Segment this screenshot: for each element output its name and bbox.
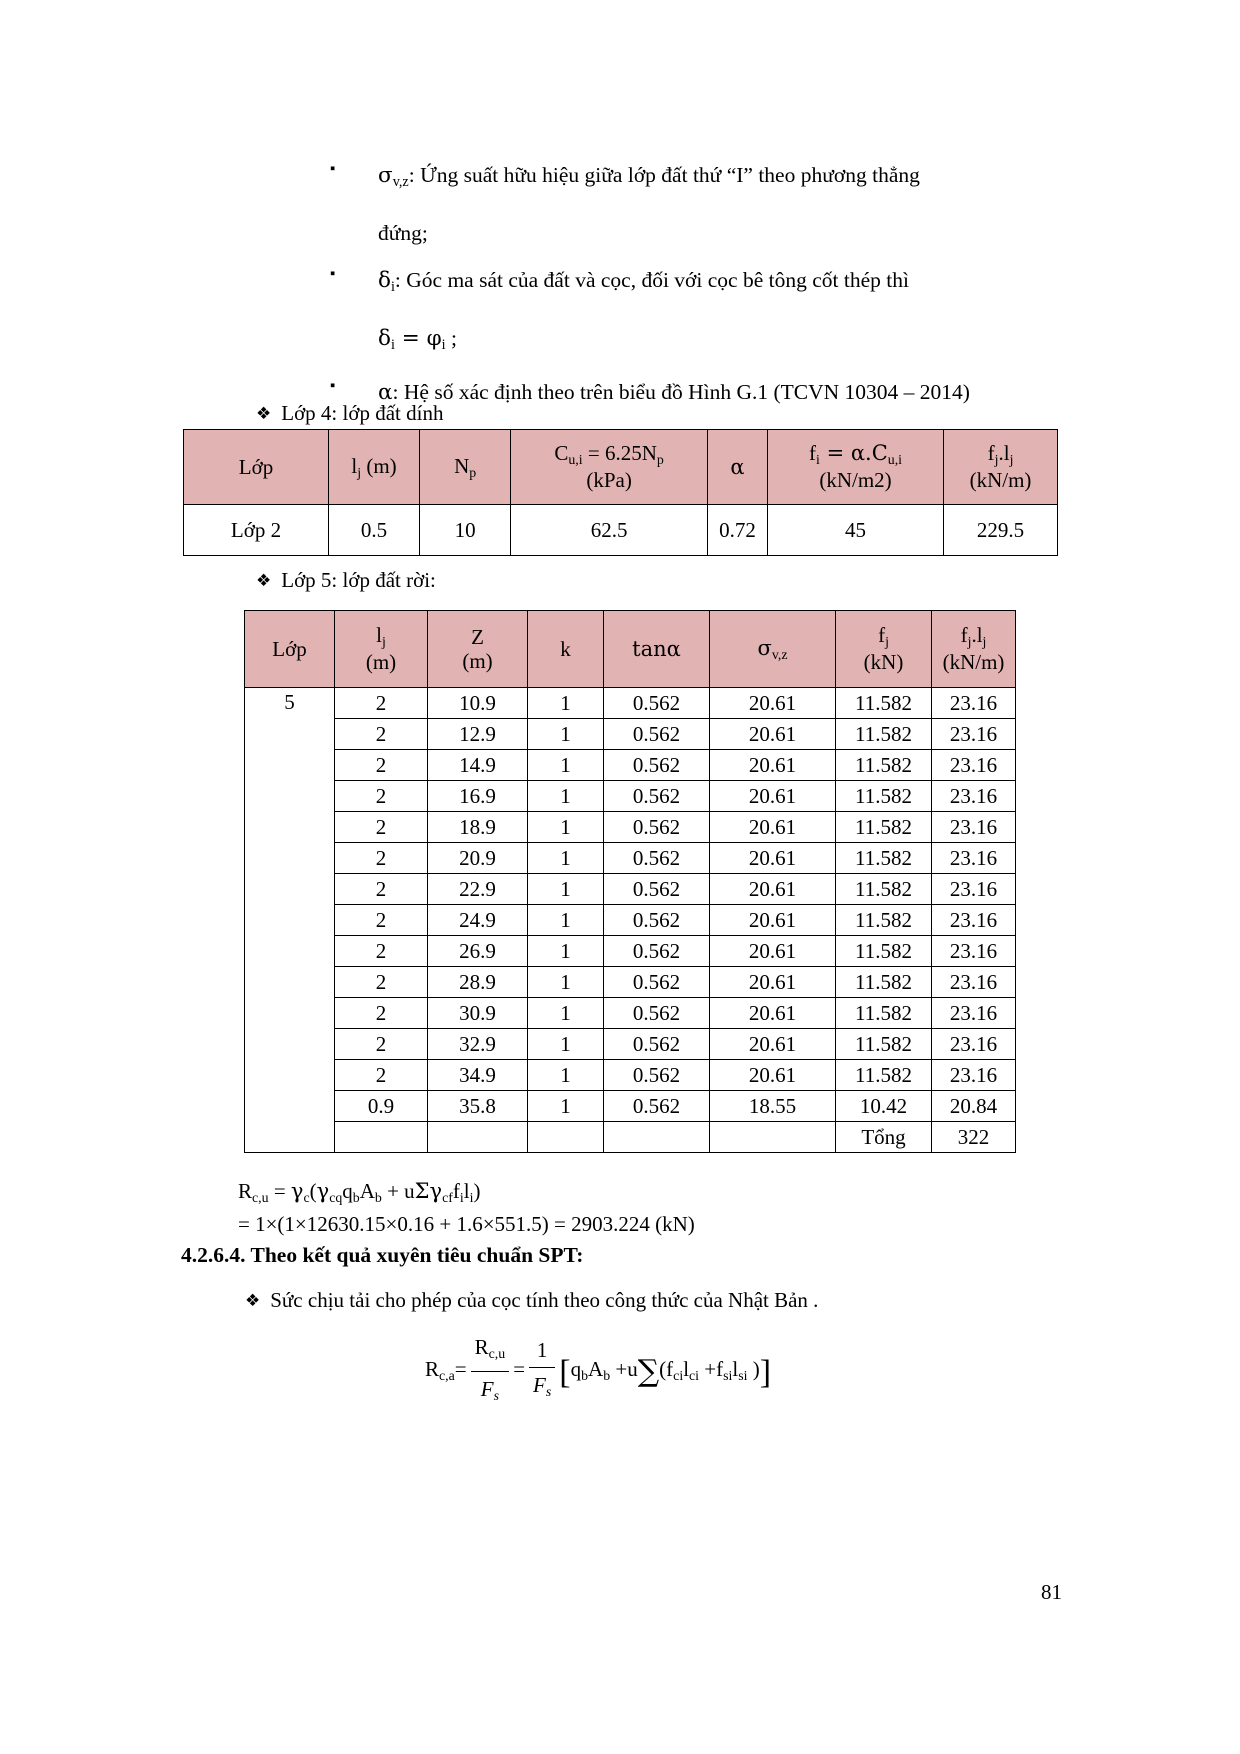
table-lop5-header-row xyxy=(245,611,1016,688)
equals-phi: = φ xyxy=(394,325,442,351)
rca-lhs: $R_{c,a}$ xyxy=(425,1357,455,1384)
cell-z: 10.9 xyxy=(428,688,528,719)
definition-delta-text xyxy=(378,257,1018,311)
cell-tan: 0.562 xyxy=(604,719,710,750)
cell-z: 18.9 xyxy=(428,812,528,843)
cell-li: 2 xyxy=(335,719,428,750)
table-row xyxy=(245,936,1016,967)
square-bullet-icon: ▪ xyxy=(330,377,336,394)
cell-fili: 23.16 xyxy=(932,1060,1016,1091)
formula-rcu-line2: = 1×(1×12630.15×0.16 + 1.6×551.5) = 2903.224 (kN) xyxy=(238,1212,695,1236)
cell-k: 1 xyxy=(528,936,604,967)
cell-z: 12.9 xyxy=(428,719,528,750)
table-lop5 xyxy=(244,610,1016,1153)
bracket-close: ] xyxy=(759,1354,772,1392)
col-header-fi: $f_j$ (kN) xyxy=(836,611,932,688)
cell-sigma: 20.61 xyxy=(710,1029,836,1060)
col-header-fili: $f_j.l_j$ (kN/m) xyxy=(944,430,1058,505)
cell-k: 1 xyxy=(528,998,604,1029)
cell-total-label: Tổng xyxy=(836,1122,932,1153)
page-number: 81 xyxy=(1041,1580,1062,1604)
cell-sigma: 20.61 xyxy=(710,688,836,719)
cell-np: 10 xyxy=(420,505,511,556)
cell-fi: 11.582 xyxy=(836,688,932,719)
table-row xyxy=(245,1091,1016,1122)
cell-z: 26.9 xyxy=(428,936,528,967)
col-header-fili: $f_j.l_j$ (kN/m) xyxy=(932,611,1016,688)
cell-k: 1 xyxy=(528,843,604,874)
col-header-fi: $f_i = \alpha.C_{u,i}$ (kN/m2) xyxy=(768,430,944,505)
cell-fi: 11.582 xyxy=(836,936,932,967)
caption-lop5-text: Lớp 5: lớp đất rời: xyxy=(281,568,436,592)
cell-fili: 229.5 xyxy=(944,505,1058,556)
cell-li: 2 xyxy=(335,1029,428,1060)
sigma-symbol: σ xyxy=(378,163,393,188)
cell-li: 2 xyxy=(335,874,428,905)
phi-subscript: i xyxy=(441,336,446,353)
cell-fi: 11.582 xyxy=(836,998,932,1029)
col-header-alpha: α xyxy=(707,430,767,505)
col-header-lop: Lớp xyxy=(184,430,329,505)
cell-fili: 23.16 xyxy=(932,781,1016,812)
square-bullet-icon: ▪ xyxy=(330,265,336,282)
cell-layer-label: 5 xyxy=(245,688,335,1153)
cell-k: 1 xyxy=(528,750,604,781)
cell-lop: Lớp 2 xyxy=(184,505,329,556)
definition-alpha-description: : Hệ số xác định theo trên biểu đồ Hình G.1 (TCVN 10304 – 2014) xyxy=(392,379,970,404)
col-header-sigma-vz: $\sigma_{v,z}$ xyxy=(710,611,836,688)
formula-rca xyxy=(425,1330,771,1413)
definition-alpha-text xyxy=(378,369,1018,416)
cell-tan: 0.562 xyxy=(604,843,710,874)
cell-fili: 23.16 xyxy=(932,812,1016,843)
cell-fi: 11.582 xyxy=(836,1060,932,1091)
definition-delta-equation xyxy=(378,315,1018,369)
delta-subscript-2: i xyxy=(390,336,395,353)
caption-lop4-text: Lớp 4: lớp đất dính xyxy=(281,401,444,425)
caption-lop5 xyxy=(256,565,436,596)
rca-eq1: = xyxy=(454,1357,467,1382)
cell-z: 24.9 xyxy=(428,905,528,936)
cell-li: 2 xyxy=(335,688,428,719)
cell-k: 1 xyxy=(528,967,604,998)
diamond-bullet-icon: ❖ xyxy=(256,571,272,591)
cell-tan: 0.562 xyxy=(604,750,710,781)
cell-z: 35.8 xyxy=(428,1091,528,1122)
cell-fili: 23.16 xyxy=(932,719,1016,750)
delta-symbol: δ xyxy=(378,267,391,293)
formula-rcu-line1: $R_{c,u} = \gamma_c(\gamma_{cq}q_bA_b + u\Sigma\gamma_{cf}f_il_i)$ xyxy=(238,1179,481,1205)
col-header-cu: $C_{u,i} = 6.25N_p$ (kPa) xyxy=(511,430,708,505)
cell-alpha: 0.72 xyxy=(707,505,767,556)
caption-lop4 xyxy=(256,398,443,429)
cell-z: 16.9 xyxy=(428,781,528,812)
definition-sigma-description: : Ứng suất hữu hiệu giữa lớp đất thứ “I” theo phương thẳng xyxy=(408,163,920,187)
col-header-lop: Lớp xyxy=(245,611,335,688)
cell-tan: 0.562 xyxy=(604,812,710,843)
cell-sigma: 20.61 xyxy=(710,719,836,750)
cell-li: 2 xyxy=(335,812,428,843)
cell-k: 1 xyxy=(528,812,604,843)
table-lop5-body xyxy=(245,688,1016,1153)
cell-sigma: 20.61 xyxy=(710,874,836,905)
section-heading: 4.2.6.4. Theo kết quả xuyên tiêu chuẩn SPT: xyxy=(181,1243,584,1267)
col-header-z: Z (m) xyxy=(428,611,528,688)
cell-fi: 11.582 xyxy=(836,905,932,936)
cell-fi: 11.582 xyxy=(836,781,932,812)
table-row xyxy=(245,1029,1016,1060)
cell-tan: 0.562 xyxy=(604,1029,710,1060)
cell-fili: 23.16 xyxy=(932,688,1016,719)
square-bullet-icon: ▪ xyxy=(330,161,336,177)
cell-sigma: 20.61 xyxy=(710,967,836,998)
definition-list xyxy=(318,152,1018,420)
cell-fi: 10.42 xyxy=(836,1091,932,1122)
delta-symbol-2: δ xyxy=(378,325,391,351)
cell-tan: 0.562 xyxy=(604,936,710,967)
spt-note xyxy=(245,1285,818,1316)
table-row xyxy=(184,505,1058,556)
cell-fili: 23.16 xyxy=(932,1029,1016,1060)
cell-cu: 62.5 xyxy=(511,505,708,556)
cell-fili: 23.16 xyxy=(932,998,1016,1029)
cell-li: 2 xyxy=(335,1060,428,1091)
table-lop4-header-row xyxy=(184,430,1058,505)
alpha-symbol: α xyxy=(378,379,393,405)
cell-empty xyxy=(604,1122,710,1153)
rca-eq2: = xyxy=(513,1357,526,1382)
semicolon: ; xyxy=(445,325,457,350)
cell-li: 2 xyxy=(335,843,428,874)
cell-tan: 0.562 xyxy=(604,1091,710,1122)
cell-empty xyxy=(428,1122,528,1153)
cell-z: 22.9 xyxy=(428,874,528,905)
diamond-bullet-icon: ❖ xyxy=(245,1291,261,1311)
definition-sigma-continuation: đứng; xyxy=(378,220,428,245)
cell-fili: 23.16 xyxy=(932,967,1016,998)
table-row xyxy=(245,843,1016,874)
table-row xyxy=(245,874,1016,905)
cell-tan: 0.562 xyxy=(604,998,710,1029)
cell-k: 1 xyxy=(528,1029,604,1060)
cell-fi: 11.582 xyxy=(836,719,932,750)
cell-li: 0.9 xyxy=(335,1091,428,1122)
table-row xyxy=(245,998,1016,1029)
cell-fili: 23.16 xyxy=(932,936,1016,967)
cell-tan: 0.562 xyxy=(604,781,710,812)
cell-sigma: 20.61 xyxy=(710,843,836,874)
table-row xyxy=(245,1060,1016,1091)
cell-li: 2 xyxy=(335,967,428,998)
cell-sigma: 20.61 xyxy=(710,812,836,843)
cell-empty xyxy=(335,1122,428,1153)
cell-k: 1 xyxy=(528,905,604,936)
cell-li: 2 xyxy=(335,936,428,967)
cell-tan: 0.562 xyxy=(604,688,710,719)
cell-total-value: 322 xyxy=(932,1122,1016,1153)
cell-fi: 11.582 xyxy=(836,874,932,905)
cell-fili: 20.84 xyxy=(932,1091,1016,1122)
cell-fili: 23.16 xyxy=(932,843,1016,874)
cell-li: 2 xyxy=(335,998,428,1029)
cell-tan: 0.562 xyxy=(604,905,710,936)
cell-li: 0.5 xyxy=(328,505,419,556)
cell-li: 2 xyxy=(335,781,428,812)
cell-fi: 11.582 xyxy=(836,812,932,843)
cell-fi: 45 xyxy=(768,505,944,556)
cell-z: 14.9 xyxy=(428,750,528,781)
col-header-li: $l_j$ (m) xyxy=(328,430,419,505)
col-header-tan-alpha: tanα xyxy=(604,611,710,688)
sigma-subscript: v,z xyxy=(392,173,409,190)
cell-sigma: 18.55 xyxy=(710,1091,836,1122)
diamond-bullet-icon: ❖ xyxy=(256,404,272,424)
table-row xyxy=(245,781,1016,812)
rca-body: $q_bA_b +u$ xyxy=(570,1357,638,1384)
cell-sigma: 20.61 xyxy=(710,936,836,967)
cell-fili: 23.16 xyxy=(932,750,1016,781)
col-header-k: k xyxy=(528,611,604,688)
spt-note-text: Sức chịu tải cho phép của cọc tính theo công thức của Nhật Bản . xyxy=(270,1288,819,1312)
bracket-open: [ xyxy=(559,1354,571,1392)
cell-empty xyxy=(528,1122,604,1153)
cell-z: 32.9 xyxy=(428,1029,528,1060)
cell-tan: 0.562 xyxy=(604,967,710,998)
cell-sigma: 20.61 xyxy=(710,905,836,936)
table-row xyxy=(245,719,1016,750)
cell-empty xyxy=(710,1122,836,1153)
table-lop4 xyxy=(183,429,1058,556)
cell-fi: 11.582 xyxy=(836,967,932,998)
cell-k: 1 xyxy=(528,874,604,905)
table-row xyxy=(245,905,1016,936)
cell-li: 2 xyxy=(335,905,428,936)
cell-z: 30.9 xyxy=(428,998,528,1029)
col-header-li: $l_j$ (m) xyxy=(335,611,428,688)
table-row xyxy=(245,750,1016,781)
cell-k: 1 xyxy=(528,688,604,719)
cell-tan: 0.562 xyxy=(604,1060,710,1091)
sum-icon: ∑ xyxy=(637,1354,660,1390)
cell-z: 34.9 xyxy=(428,1060,528,1091)
cell-sigma: 20.61 xyxy=(710,781,836,812)
cell-li: 2 xyxy=(335,750,428,781)
table-total-row xyxy=(245,1122,1016,1153)
cell-fi: 11.582 xyxy=(836,750,932,781)
cell-k: 1 xyxy=(528,781,604,812)
cell-fili: 23.16 xyxy=(932,905,1016,936)
cell-fi: 11.582 xyxy=(836,843,932,874)
cell-fi: 11.582 xyxy=(836,1029,932,1060)
col-header-np: $N_p$ xyxy=(420,430,511,505)
cell-sigma: 20.61 xyxy=(710,750,836,781)
cell-k: 1 xyxy=(528,1060,604,1091)
definition-sigma-text xyxy=(378,152,1018,206)
cell-sigma: 20.61 xyxy=(710,1060,836,1091)
definition-delta-description: : Góc ma sát của đất và cọc, đối với cọc bê tông cốt thép thì xyxy=(394,267,909,292)
rca-fraction-1: $\frac{R_{c,u}}{F_s}$ xyxy=(471,1330,510,1413)
table-row xyxy=(245,688,1016,719)
cell-fili: 23.16 xyxy=(932,874,1016,905)
rca-body-2: ($f_{ci}l_{ci} +f_{si}l_{si}$ ) xyxy=(659,1357,760,1384)
cell-tan: 0.562 xyxy=(604,874,710,905)
rca-fraction-2: $\frac{1}{F_s}$ xyxy=(529,1333,555,1409)
table-row xyxy=(245,967,1016,998)
definition-item-sigma xyxy=(318,152,1018,206)
cell-z: 20.9 xyxy=(428,843,528,874)
cell-z: 28.9 xyxy=(428,967,528,998)
cell-k: 1 xyxy=(528,719,604,750)
cell-sigma: 20.61 xyxy=(710,998,836,1029)
definition-item-delta xyxy=(318,257,1018,311)
cell-k: 1 xyxy=(528,1091,604,1122)
delta-subscript: i xyxy=(390,278,395,295)
table-row xyxy=(245,812,1016,843)
